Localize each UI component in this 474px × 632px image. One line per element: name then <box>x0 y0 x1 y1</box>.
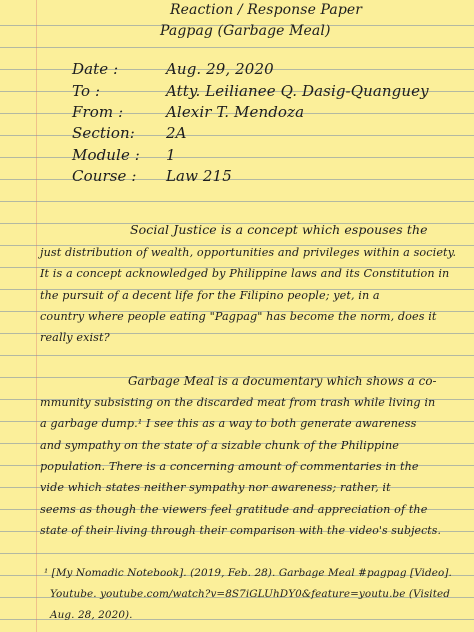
paper-subtitle: Pagpag (Garbage Meal) <box>160 23 331 39</box>
date-label: Date : <box>72 60 119 78</box>
paper-title: Reaction / Response Paper <box>170 2 363 18</box>
paragraph-2-line: mmunity subsisting on the discarded meat from trash while living in <box>40 396 436 409</box>
course-label: Course : <box>72 167 137 185</box>
from-value: Alexir T. Mendoza <box>166 103 305 121</box>
paragraph-1-line: really exist? <box>40 331 110 344</box>
paragraph-2-line: and sympathy on the state of a sizable chunk of the Philippine <box>40 439 400 452</box>
footnote-line: Youtube. youtube.com/watch?v=8S7iGLUhDY0&feature=youtu.be (Visited <box>50 588 451 600</box>
to-label: To : <box>72 82 101 100</box>
to-value: Atty. Leilianee Q. Dasig-Quanguey <box>166 82 429 100</box>
paragraph-2-line: state of their living through their comparison with the video's subjects. <box>40 524 442 537</box>
footnote-line: ¹ [My Nomadic Notebook]. (2019, Feb. 28). Garbage Meal #pagpag [Video]. <box>44 567 452 579</box>
paragraph-1-line: country where people eating "Pagpag" has become the norm, does it <box>40 310 437 323</box>
footnote-line: Aug. 28, 2020). <box>50 609 133 621</box>
course-value: Law 215 <box>166 167 232 185</box>
section-label: Section: <box>72 124 135 142</box>
margin-line <box>36 0 37 632</box>
paragraph-1-line: just distribution of wealth, opportunities and privileges within a society. <box>40 246 457 259</box>
date-value: Aug. 29, 2020 <box>166 60 274 78</box>
paragraph-1-line: It is a concept acknowledged by Philippine laws and its Constitution in <box>40 267 450 280</box>
paragraph-2-line: vide which states neither sympathy nor awareness; rather, it <box>40 481 391 494</box>
paragraph-1-line: the pursuit of a decent life for the Filipino people; yet, in a <box>40 289 380 302</box>
paragraph-2-line: seems as though the viewers feel gratitude and appreciation of the <box>40 503 428 516</box>
section-value: 2A <box>166 124 187 142</box>
paragraph-1-line: Social Justice is a concept which espouses the <box>130 222 428 237</box>
paragraph-2-line: a garbage dump.¹ I see this as a way to both generate awareness <box>40 417 417 430</box>
paragraph-2-line: Garbage Meal is a documentary which shows a co- <box>128 374 437 388</box>
module-value: 1 <box>166 146 176 164</box>
module-label: Module : <box>72 146 140 164</box>
from-label: From : <box>72 103 124 121</box>
paragraph-2-line: population. There is a concerning amount of commentaries in the <box>40 460 419 473</box>
